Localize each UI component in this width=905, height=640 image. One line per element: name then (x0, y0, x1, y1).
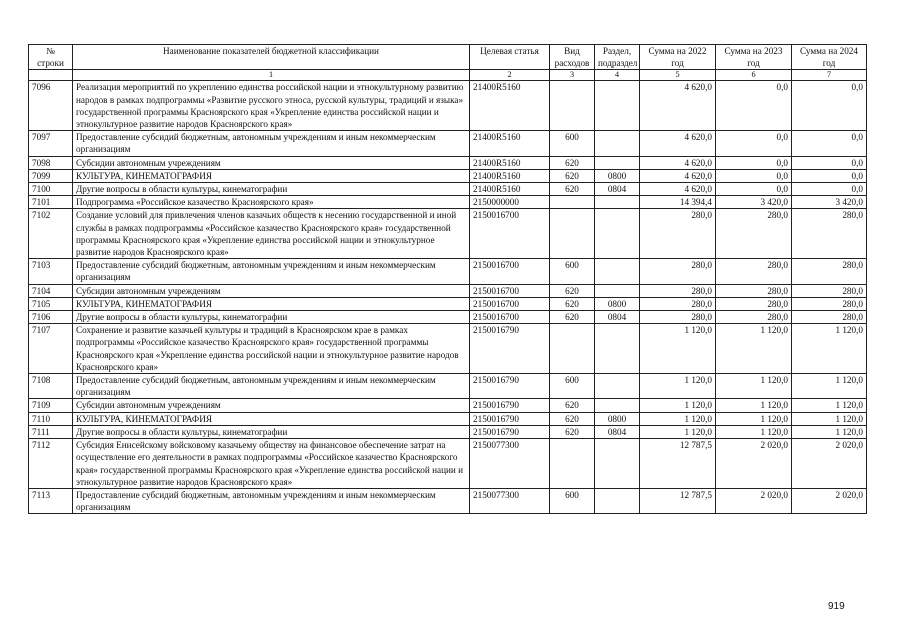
column-index: 6 (716, 70, 792, 81)
row-sum-2022: 280,0 (640, 259, 716, 284)
row-sum-2024: 280,0 (792, 209, 867, 259)
row-sum-2022: 280,0 (640, 209, 716, 259)
column-index: 1 (73, 70, 470, 81)
table-body (29, 81, 867, 514)
row-section: 0804 (595, 425, 640, 438)
row-name: Предоставление субсидий бюджетным, автономным учреждениям и иным некоммерческим организациям (73, 131, 470, 156)
row-number: 7107 (29, 324, 73, 374)
table-row (29, 131, 867, 156)
row-sum-2023: 2 020,0 (716, 488, 792, 513)
row-target-code: 2150016790 (470, 412, 550, 425)
header-sum-2024: Сумма на 2024 год (792, 45, 867, 70)
row-name: Сохранение и развитие казачьей культуры и традиций в Красноярском крае в рамках подпрограммы «Российское казачество Красноярского края» государственной программы Красноярского края «Укрепление единства российской нации и этнокультурное развитие народов Красноярского края» (73, 324, 470, 374)
row-target-code: 21400R5160 (470, 183, 550, 196)
row-section (595, 259, 640, 284)
row-target-code: 2150016700 (470, 311, 550, 324)
row-expense-type: 600 (550, 131, 595, 156)
table-row (29, 183, 867, 196)
header-name: Наименование показателей бюджетной классификации (73, 45, 470, 70)
row-expense-type (550, 439, 595, 489)
row-sum-2024: 280,0 (792, 311, 867, 324)
row-sum-2022: 1 120,0 (640, 412, 716, 425)
row-name: Субсидии автономным учреждениям (73, 284, 470, 297)
row-sum-2022: 14 394,4 (640, 196, 716, 209)
row-section (595, 488, 640, 513)
row-target-code: 2150077300 (470, 488, 550, 513)
row-sum-2022: 12 787,5 (640, 439, 716, 489)
row-target-code: 2150016790 (470, 324, 550, 374)
row-target-code: 2150016790 (470, 374, 550, 399)
row-target-code: 21400R5160 (470, 81, 550, 131)
row-sum-2022: 1 120,0 (640, 324, 716, 374)
row-number: 7111 (29, 425, 73, 438)
row-sum-2024: 1 120,0 (792, 374, 867, 399)
row-number: 7098 (29, 156, 73, 169)
row-section (595, 156, 640, 169)
row-expense-type: 620 (550, 156, 595, 169)
row-sum-2024: 280,0 (792, 284, 867, 297)
row-sum-2024: 280,0 (792, 297, 867, 310)
row-expense-type: 600 (550, 259, 595, 284)
row-name: Создание условий для привлечения членов казачьих обществ к несению государственной и иной службы в рамках подпрограммы «Российское казачество Красноярского края» государственной программы Красноярского края «Укрепление единства российской нации и этнокультурное развитие народов Красноярского края» (73, 209, 470, 259)
table-row (29, 169, 867, 182)
row-sum-2022: 280,0 (640, 311, 716, 324)
table-row (29, 284, 867, 297)
header-row-no: № строки (29, 45, 73, 70)
row-sum-2024: 1 120,0 (792, 324, 867, 374)
row-section: 0800 (595, 297, 640, 310)
row-target-code: 21400R5160 (470, 156, 550, 169)
row-sum-2023: 280,0 (716, 209, 792, 259)
row-sum-2022: 4 620,0 (640, 169, 716, 182)
row-target-code: 2150016700 (470, 297, 550, 310)
row-sum-2023: 280,0 (716, 297, 792, 310)
row-sum-2023: 3 420,0 (716, 196, 792, 209)
column-index: 5 (640, 70, 716, 81)
row-target-code: 2150016790 (470, 399, 550, 412)
row-number: 7110 (29, 412, 73, 425)
header-target: Целевая статья (470, 45, 550, 70)
row-number: 7103 (29, 259, 73, 284)
row-section (595, 131, 640, 156)
row-number: 7113 (29, 488, 73, 513)
row-sum-2023: 1 120,0 (716, 324, 792, 374)
table-row (29, 488, 867, 513)
row-expense-type (550, 209, 595, 259)
row-section (595, 284, 640, 297)
table-row (29, 209, 867, 259)
table-row (29, 374, 867, 399)
row-sum-2024: 1 120,0 (792, 412, 867, 425)
row-sum-2023: 280,0 (716, 284, 792, 297)
row-sum-2022: 280,0 (640, 297, 716, 310)
row-expense-type (550, 81, 595, 131)
row-name: Подпрограмма «Российское казачество Красноярского края» (73, 196, 470, 209)
table-row (29, 324, 867, 374)
row-number: 7108 (29, 374, 73, 399)
row-section: 0804 (595, 183, 640, 196)
table-row (29, 196, 867, 209)
row-expense-type (550, 196, 595, 209)
row-sum-2023: 0,0 (716, 81, 792, 131)
table-row (29, 425, 867, 438)
row-target-code: 21400R5160 (470, 169, 550, 182)
row-name: Реализация мероприятий по укреплению единства российской нации и этнокультурному развитию народов в рамках подпрограммы «Развитие русского этноса, русской культуры, традиций и языка» государственной программы Красноярского края «Укрепление единства российской нации и этнокультурное развитие народов Красноярского края» (73, 81, 470, 131)
row-name: Другие вопросы в области культуры, кинематографии (73, 425, 470, 438)
row-number: 7105 (29, 297, 73, 310)
row-sum-2022: 12 787,5 (640, 488, 716, 513)
row-section (595, 374, 640, 399)
row-name: КУЛЬТУРА, КИНЕМАТОГРАФИЯ (73, 297, 470, 310)
row-target-code: 2150077300 (470, 439, 550, 489)
row-section (595, 439, 640, 489)
page-number: 919 (828, 601, 845, 612)
row-expense-type: 620 (550, 425, 595, 438)
row-sum-2024: 0,0 (792, 169, 867, 182)
row-expense-type: 620 (550, 297, 595, 310)
table-row (29, 412, 867, 425)
row-name: Субсидия Енисейскому войсковому казачьему обществу на финансовое обеспечение затрат на осуществление его деятельности в рамках подпрограммы «Российское казачество Красноярского края» государственной программы Красноярского края «Укрепление единства российской нации и этнокультурное развитие народов Красноярского края» (73, 439, 470, 489)
row-section: 0800 (595, 169, 640, 182)
row-expense-type: 620 (550, 412, 595, 425)
row-number: 7112 (29, 439, 73, 489)
row-sum-2024: 1 120,0 (792, 399, 867, 412)
row-number: 7104 (29, 284, 73, 297)
row-sum-2023: 0,0 (716, 131, 792, 156)
table-row (29, 259, 867, 284)
row-sum-2023: 1 120,0 (716, 399, 792, 412)
row-number: 7102 (29, 209, 73, 259)
row-sum-2024: 0,0 (792, 81, 867, 131)
column-index-row (29, 70, 867, 81)
row-section (595, 399, 640, 412)
row-expense-type: 600 (550, 488, 595, 513)
row-sum-2022: 280,0 (640, 284, 716, 297)
row-number: 7097 (29, 131, 73, 156)
row-name: КУЛЬТУРА, КИНЕМАТОГРАФИЯ (73, 412, 470, 425)
header-row (29, 45, 867, 70)
table-row (29, 439, 867, 489)
row-sum-2023: 0,0 (716, 183, 792, 196)
row-number: 7109 (29, 399, 73, 412)
column-index: 4 (595, 70, 640, 81)
header-section: Раздел, подраздел (595, 45, 640, 70)
row-sum-2023: 2 020,0 (716, 439, 792, 489)
row-section (595, 324, 640, 374)
table-row (29, 399, 867, 412)
row-target-code: 2150016700 (470, 259, 550, 284)
row-number: 7106 (29, 311, 73, 324)
row-number: 7099 (29, 169, 73, 182)
row-expense-type: 620 (550, 169, 595, 182)
row-sum-2022: 1 120,0 (640, 374, 716, 399)
column-index (29, 70, 73, 81)
row-sum-2024: 2 020,0 (792, 439, 867, 489)
row-sum-2024: 0,0 (792, 131, 867, 156)
row-section (595, 209, 640, 259)
row-sum-2022: 4 620,0 (640, 131, 716, 156)
row-target-code: 2150016700 (470, 284, 550, 297)
row-sum-2024: 0,0 (792, 183, 867, 196)
row-sum-2023: 1 120,0 (716, 425, 792, 438)
row-name: Другие вопросы в области культуры, кинематографии (73, 311, 470, 324)
table-row (29, 156, 867, 169)
row-sum-2022: 1 120,0 (640, 399, 716, 412)
row-section: 0804 (595, 311, 640, 324)
row-name: Субсидии автономным учреждениям (73, 156, 470, 169)
row-sum-2023: 0,0 (716, 156, 792, 169)
header-expense-type: Вид расходов (550, 45, 595, 70)
row-name: Другие вопросы в области культуры, кинематографии (73, 183, 470, 196)
row-sum-2023: 1 120,0 (716, 412, 792, 425)
row-name: Предоставление субсидий бюджетным, автономным учреждениям и иным некоммерческим организациям (73, 488, 470, 513)
table-row (29, 297, 867, 310)
row-name: КУЛЬТУРА, КИНЕМАТОГРАФИЯ (73, 169, 470, 182)
row-sum-2022: 4 620,0 (640, 156, 716, 169)
row-sum-2024: 0,0 (792, 156, 867, 169)
row-name: Предоставление субсидий бюджетным, автономным учреждениям и иным некоммерческим организациям (73, 374, 470, 399)
row-sum-2023: 1 120,0 (716, 374, 792, 399)
table-row (29, 81, 867, 131)
row-expense-type: 620 (550, 183, 595, 196)
row-sum-2023: 280,0 (716, 259, 792, 284)
row-name: Субсидии автономным учреждениям (73, 399, 470, 412)
row-expense-type: 600 (550, 374, 595, 399)
row-section: 0800 (595, 412, 640, 425)
row-expense-type (550, 324, 595, 374)
row-target-code: 2150000000 (470, 196, 550, 209)
column-index: 3 (550, 70, 595, 81)
table-row (29, 311, 867, 324)
row-sum-2022: 4 620,0 (640, 183, 716, 196)
row-sum-2024: 280,0 (792, 259, 867, 284)
row-target-code: 2150016700 (470, 209, 550, 259)
row-name: Предоставление субсидий бюджетным, автономным учреждениям и иным некоммерческим организациям (73, 259, 470, 284)
row-sum-2022: 4 620,0 (640, 81, 716, 131)
header-sum-2022: Сумма на 2022 год (640, 45, 716, 70)
row-expense-type: 620 (550, 284, 595, 297)
row-number: 7096 (29, 81, 73, 131)
row-sum-2023: 280,0 (716, 311, 792, 324)
row-sum-2023: 0,0 (716, 169, 792, 182)
row-expense-type: 620 (550, 311, 595, 324)
column-index: 7 (792, 70, 867, 81)
row-section (595, 196, 640, 209)
row-section (595, 81, 640, 131)
header-sum-2023: Сумма на 2023 год (716, 45, 792, 70)
budget-table (28, 44, 867, 514)
row-sum-2024: 3 420,0 (792, 196, 867, 209)
row-expense-type: 620 (550, 399, 595, 412)
row-target-code: 21400R5160 (470, 131, 550, 156)
row-number: 7100 (29, 183, 73, 196)
row-sum-2024: 2 020,0 (792, 488, 867, 513)
row-target-code: 2150016790 (470, 425, 550, 438)
row-sum-2024: 1 120,0 (792, 425, 867, 438)
row-number: 7101 (29, 196, 73, 209)
column-index: 2 (470, 70, 550, 81)
row-sum-2022: 1 120,0 (640, 425, 716, 438)
